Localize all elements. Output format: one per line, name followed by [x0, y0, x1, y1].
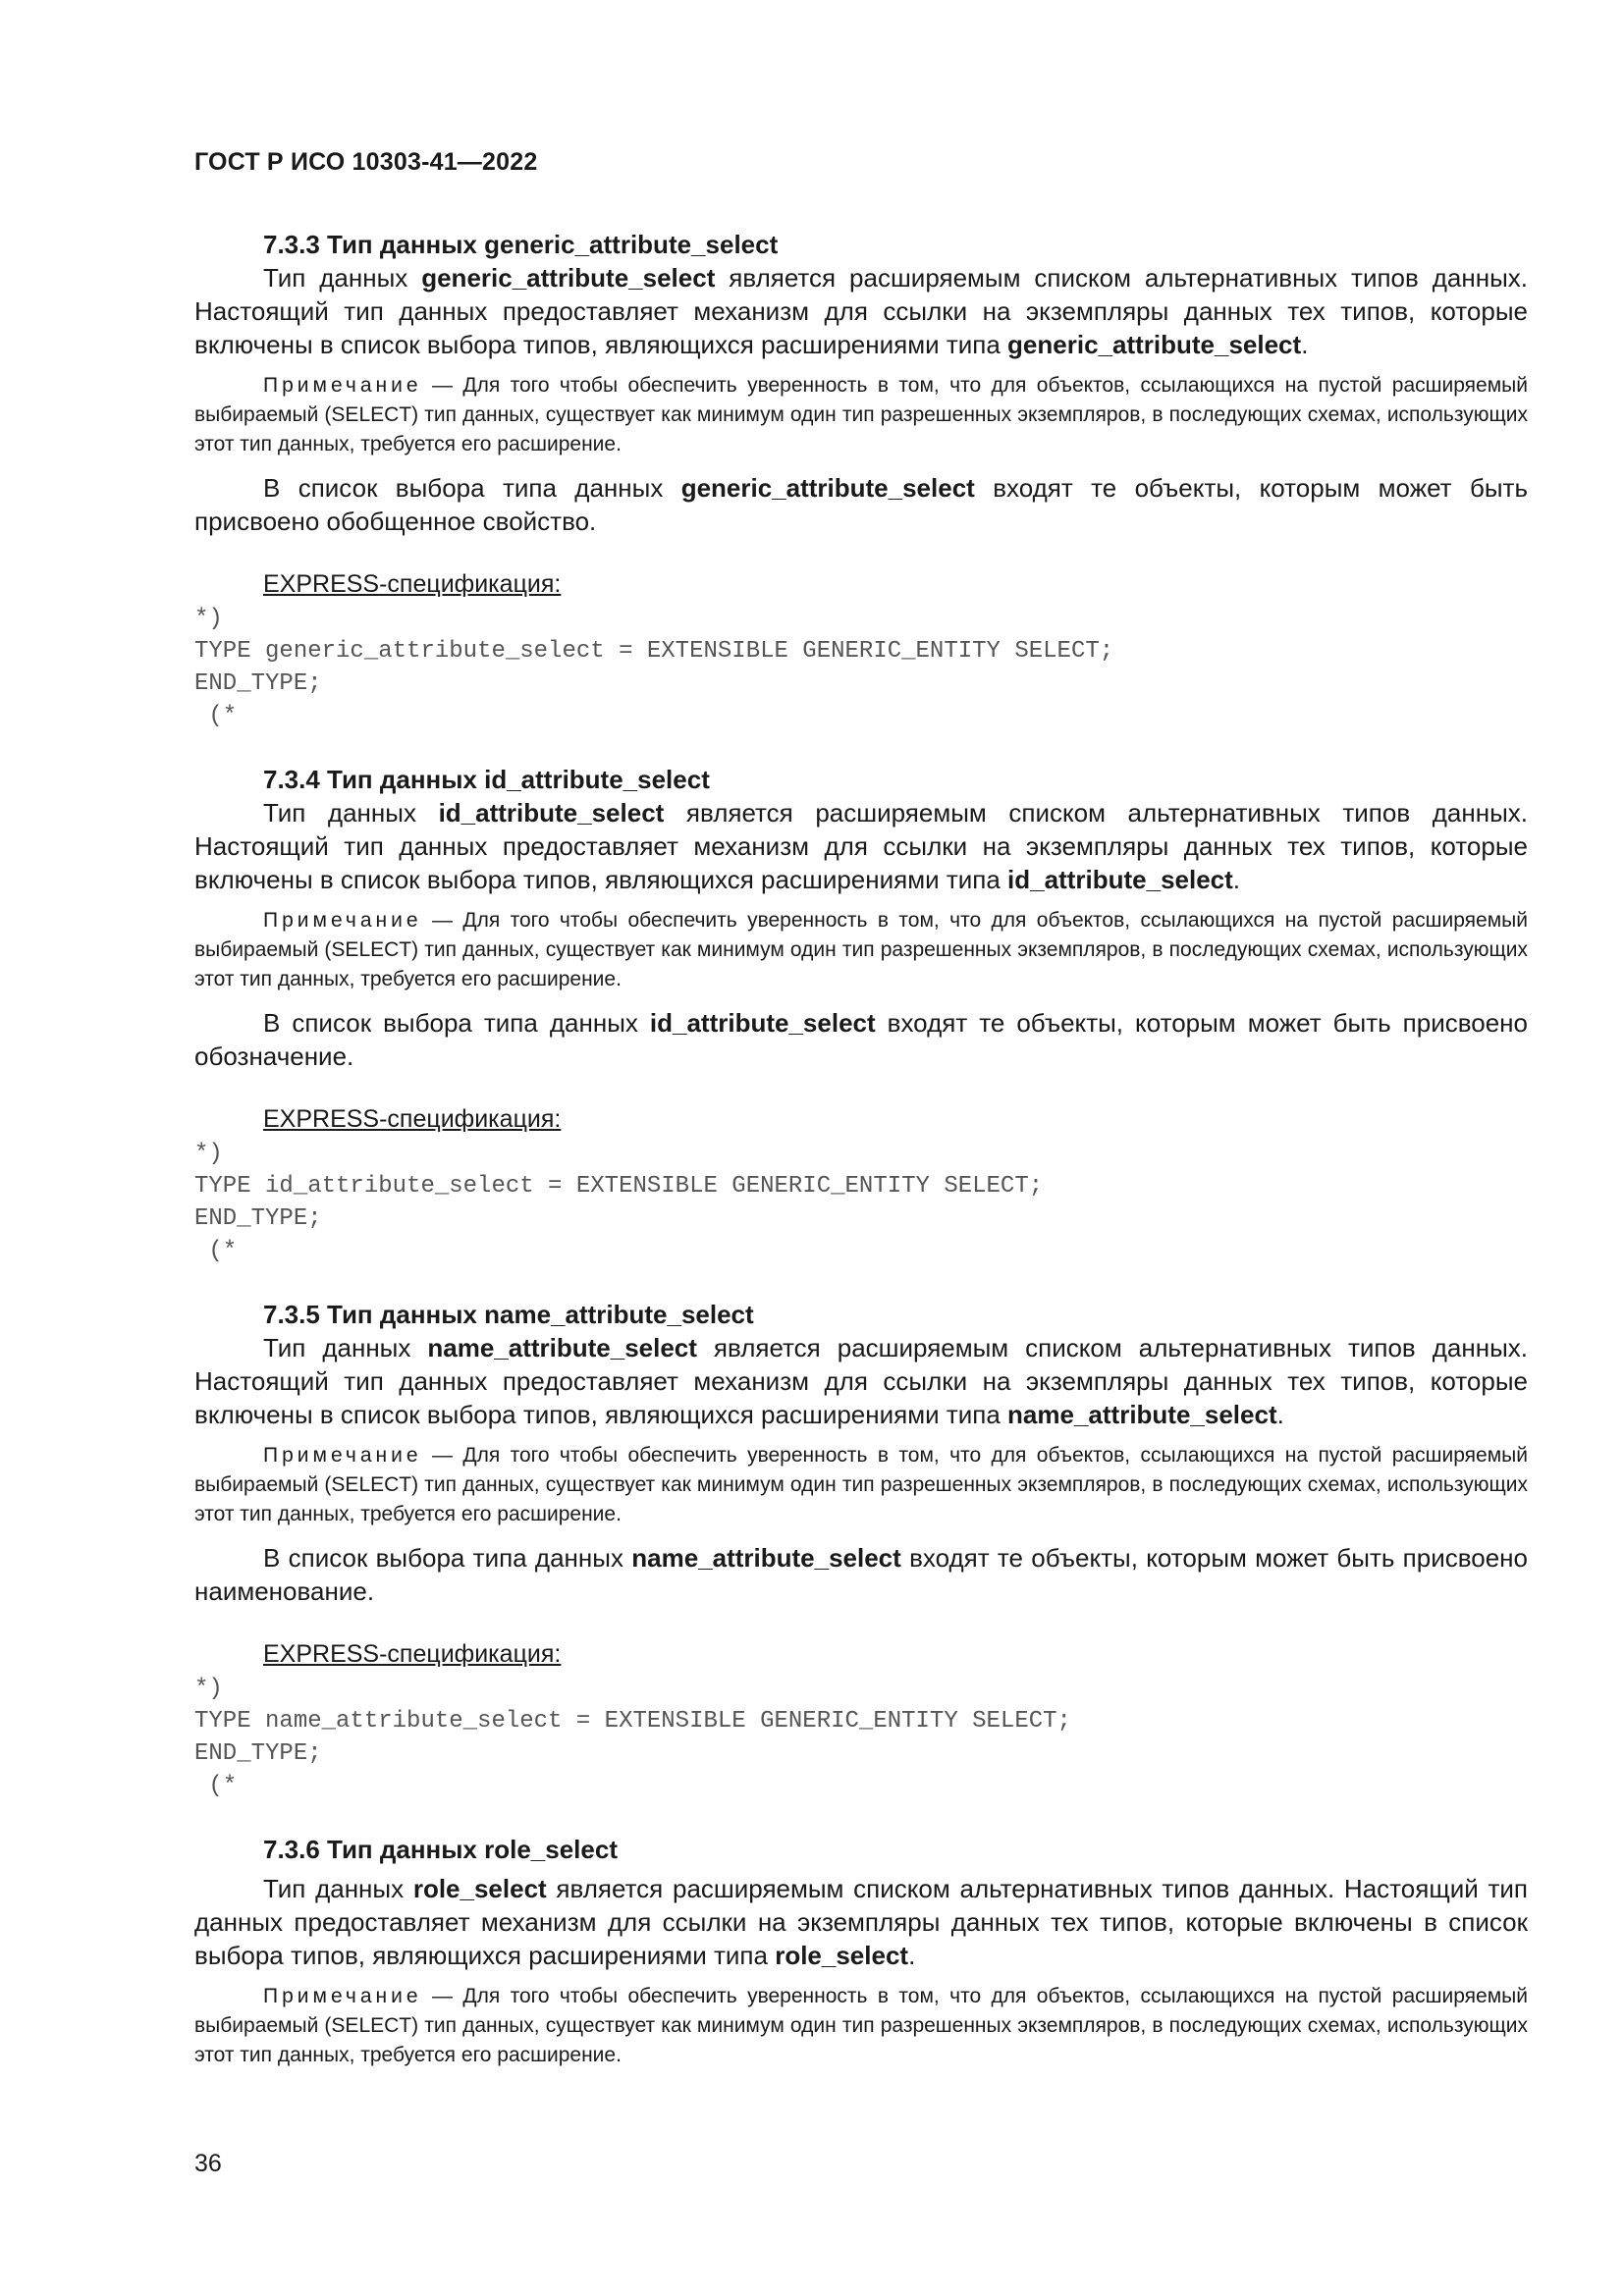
document-header: ГОСТ Р ИСО 10303-41—2022 — [194, 148, 538, 176]
express-spec-label: EXPRESS-спецификация: — [263, 570, 562, 598]
section-heading: 7.3.4 Тип данных id_attribute_select — [263, 765, 710, 794]
note-label: Примечание — [263, 1444, 422, 1467]
express-spec-label: EXPRESS-спецификация: — [263, 1105, 562, 1133]
section-7-3-3 — [194, 228, 1528, 732]
note: Примечание — Для того чтобы обеспечить уверенность в том, что для объектов, ссылающихся на пустой расширяемый выбираемый (SELECT) тип данных, существует как минимум один тип разрешенных экземпляров, в последующих схемах, использующих этот тип данных, требуется его расширение. — [194, 1444, 1528, 1525]
section-paragraph: Тип данных generic_attribute_select является расширяемым списком альтернативных типов данных. Настоящий тип данных предоставляет механизм для ссылки на экземпляры данных тех типов, которые включены в список выбора типов, являющихся расширениями типа generic_attribute_select. — [194, 263, 1528, 359]
section-7-3-4 — [194, 763, 1528, 1267]
note-label: Примечание — [263, 909, 422, 932]
section-paragraph: Тип данных id_attribute_select является расширяемым списком альтернативных типов данных. Настоящий тип данных предоставляет механизм для ссылки на экземпляры данных тех типов, которые включены в список выбора типов, являющихся расширениями типа id_attribute_select. — [194, 798, 1528, 894]
section-7-3-6 — [194, 1833, 1528, 2070]
page-number: 36 — [194, 2150, 222, 2177]
note: Примечание — Для того чтобы обеспечить уверенность в том, что для объектов, ссылающихся на пустой расширяемый выбираемый (SELECT) тип данных, существует как минимум один тип разрешенных экземпляров, в последующих схемах, использующих этот тип данных, требуется его расширение. — [194, 374, 1528, 455]
express-code-block: *) TYPE name_attribute_select = EXTENSIBLE GENERIC_ENTITY SELECT; END_TYPE; (* — [194, 1676, 1071, 1799]
note: Примечание — Для того чтобы обеспечить уверенность в том, что для объектов, ссылающихся на пустой расширяемый выбираемый (SELECT) тип данных, существует как минимум один тип разрешенных экземпляров, в последующих схемах, использующих этот тип данных, требуется его расширение. — [194, 909, 1528, 990]
section-paragraph: В список выбора типа данных name_attribute_select входят те объекты, которым может быть присвоено наименование. — [194, 1543, 1529, 1606]
express-spec-label: EXPRESS-спецификация: — [263, 1640, 562, 1668]
section-paragraph: Тип данных role_select является расширяемым списком альтернативных типов данных. Настоящий тип данных предоставляет механизм для ссылки на экземпляры данных тех типов, которые включены в список выбора типов, являющихся расширениями типа role_select. — [194, 1874, 1528, 1970]
section-paragraph: В список выбора типа данных generic_attribute_select входят те объекты, которым может быть присвоено обобщенное свойство. — [194, 473, 1528, 536]
note-label: Примечание — [263, 374, 422, 397]
note: Примечание — Для того чтобы обеспечить уверенность в том, что для объектов, ссылающихся на пустой расширяемый выбираемый (SELECT) тип данных, существует как минимум один тип разрешенных экземпляров, в последующих схемах, использующих этот тип данных, требуется его расширение. — [194, 1985, 1528, 2066]
section-paragraph: В список выбора типа данных id_attribute_select входят те объекты, которым может быть присвоено обозначение. — [194, 1008, 1529, 1071]
section-7-3-5 — [194, 1298, 1528, 1802]
section-heading: 7.3.6 Тип данных role_select — [263, 1835, 618, 1864]
note-label: Примечание — [263, 1985, 422, 2007]
section-paragraph: Тип данных name_attribute_select является расширяемым списком альтернативных типов данных. Настоящий тип данных предоставляет механизм для ссылки на экземпляры данных тех типов, которые включены в список выбора типов, являющихся расширениями типа name_attribute_select. — [194, 1333, 1528, 1429]
section-heading: 7.3.3 Тип данных generic_attribute_select — [263, 230, 779, 259]
express-code-block: *) TYPE generic_attribute_select = EXTENSIBLE GENERIC_ENTITY SELECT; END_TYPE; (* — [194, 606, 1114, 729]
section-heading: 7.3.5 Тип данных name_attribute_select — [263, 1300, 754, 1329]
express-code-block: *) TYPE id_attribute_select = EXTENSIBLE GENERIC_ENTITY SELECT; END_TYPE; (* — [194, 1141, 1044, 1264]
